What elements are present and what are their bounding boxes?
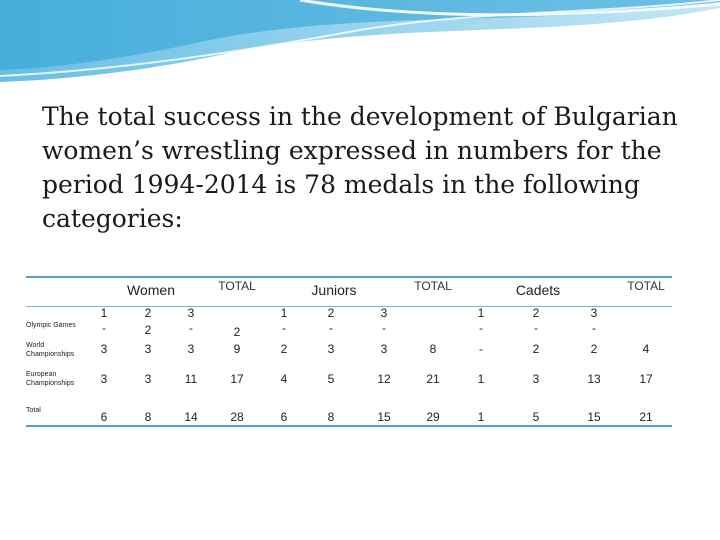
place-header: 2 [532, 306, 540, 320]
total-cell: 29 [426, 410, 440, 424]
european-cell: 1 [477, 372, 485, 386]
row-label-total: Total [26, 407, 41, 414]
total-cell: 14 [184, 410, 198, 424]
olympic-cell: - [189, 321, 193, 335]
place-header: 3 [380, 306, 388, 320]
european-cell: 12 [377, 372, 391, 386]
world-cell: 2 [280, 342, 288, 356]
row-label-world: World Championships [26, 342, 75, 358]
total-cell: 1 [477, 410, 485, 424]
world-cell: 8 [429, 342, 437, 356]
olympic-cell: - [592, 321, 596, 335]
european-cell: 3 [532, 372, 540, 386]
page-heading: The total success in the development of Bulgarian women’s wrestling expressed in numbers for the period 1994-2014 is 78 medals in the following categories: [42, 102, 678, 233]
olympic-cell: - [102, 321, 106, 335]
european-cell: 13 [587, 372, 601, 386]
place-header: 1 [100, 306, 108, 320]
world-cell: 3 [100, 342, 108, 356]
european-cell: 5 [327, 372, 335, 386]
world-cell: 2 [532, 342, 540, 356]
total-cell: 5 [532, 410, 540, 424]
group-women: Women [127, 282, 175, 298]
european-cell: 4 [280, 372, 288, 386]
table-top-rule [26, 276, 672, 278]
olympic-cell: 2 [144, 323, 152, 337]
total-cell: 6 [280, 410, 288, 424]
european-cell: 3 [100, 372, 108, 386]
olympic-cell: - [382, 321, 386, 335]
place-header: 2 [144, 306, 152, 320]
group-juniors: Juniors [311, 282, 357, 298]
total-cell: 15 [587, 410, 601, 424]
world-cell: 3 [327, 342, 335, 356]
header-wave-decoration [0, 0, 720, 90]
place-header: 1 [280, 306, 288, 320]
table-header-rule [26, 306, 672, 307]
olympic-cell: - [479, 321, 483, 335]
world-cell: - [479, 342, 483, 356]
world-cell: 3 [380, 342, 388, 356]
olympic-cell: - [534, 321, 538, 335]
olympic-cell: - [282, 321, 286, 335]
total-cell: 8 [327, 410, 335, 424]
cadets-total-header: TOTAL [627, 279, 665, 293]
women-total-header: TOTAL [218, 279, 256, 293]
juniors-total-header: TOTAL [414, 279, 452, 293]
total-cell: 21 [639, 410, 653, 424]
european-cell: 17 [639, 372, 653, 386]
row-label-olympic: Olympic Games [26, 322, 76, 329]
european-cell: 3 [144, 372, 152, 386]
world-cell: 3 [187, 342, 195, 356]
world-cell: 3 [144, 342, 152, 356]
total-cell: 28 [230, 410, 244, 424]
european-cell: 17 [230, 372, 244, 386]
olympic-cell: - [329, 321, 333, 335]
group-cadets: Cadets [515, 282, 561, 298]
olympic-cell: 2 [233, 325, 241, 339]
total-cell: 8 [144, 410, 152, 424]
european-cell: 11 [184, 372, 198, 386]
medals-table [26, 276, 672, 428]
place-header: 3 [187, 306, 195, 320]
world-cell: 9 [233, 342, 241, 356]
world-cell: 4 [642, 342, 650, 356]
place-header: 2 [327, 306, 335, 320]
place-header: 3 [590, 306, 598, 320]
place-header: 1 [477, 306, 485, 320]
row-label-european: European Championships [26, 371, 75, 387]
total-cell: 6 [100, 410, 108, 424]
world-cell: 2 [590, 342, 598, 356]
total-cell: 15 [377, 410, 391, 424]
table-bottom-rule [26, 425, 672, 427]
european-cell: 21 [426, 372, 440, 386]
